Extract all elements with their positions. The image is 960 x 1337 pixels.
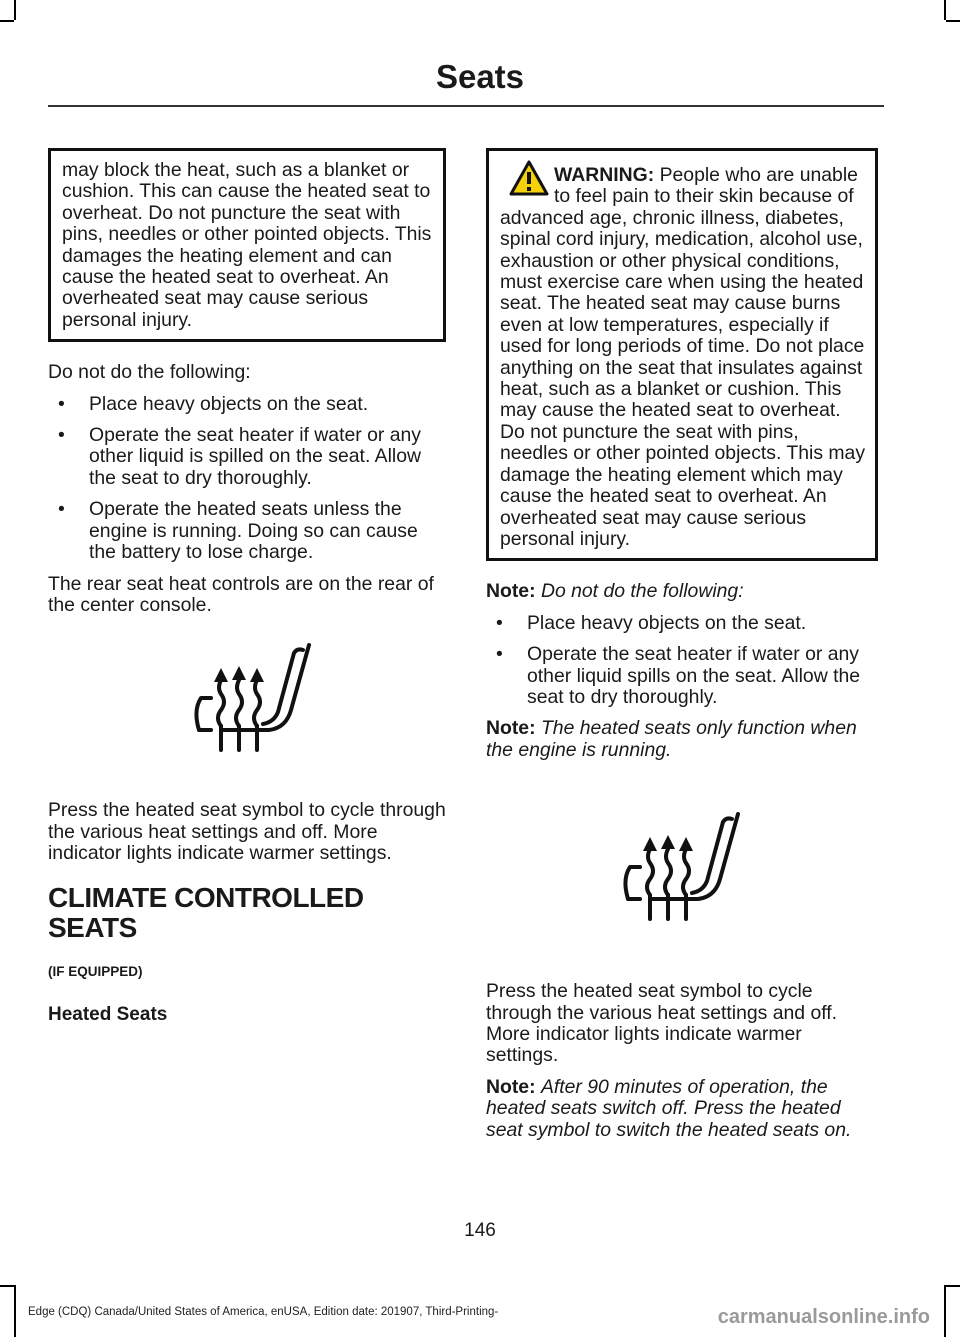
- heated-seat-figure: [48, 626, 446, 800]
- crop-mark: [0, 20, 14, 22]
- warning-text: People who are unable to feel pain to their skin because of advanced age, chronic illness, diabetes, spinal cord injury, medication, alcohol use, exhaustion or other physical conditions, must exercise care when using the heated seat. The heated seat may cause burns even at low temperatures, especially if used for long periods of time. Do not place anything on the seat that insulates against heat, such as a blanket or cushion. This may cause the heated seat to overheat. Do not puncture the seat with pins, needles or other pointed objects. This may damage the heating element which may cause the heated seat to overheat. An overheated seat may cause serious personal injury.: [500, 164, 866, 550]
- bullet: •: [496, 643, 503, 666]
- crop-mark: [944, 1285, 946, 1337]
- list-item: • Operate the seat heater if water or any other liquid is spilled on the seat. Allow the seat to dry thoroughly.: [58, 424, 421, 489]
- bullet: •: [58, 498, 65, 521]
- section-heading: CLIMATE CONTROLLED SEATS: [48, 881, 364, 943]
- warning-continued-text: may block the heat, such as a blanket or cushion. This can cause the heated seat to overheat. Do not puncture the seat with pins, needles or other pointed objects. This damages the heating element and can cause the heated seat to overheat. An overheated seat may cause serious personal injury.: [62, 159, 432, 331]
- note-auto-off: Note: After 90 minutes of operation, the heated seats switch off. Press the heated seat symbol to switch the heated seats on.: [486, 1075, 852, 1141]
- bullet: •: [58, 392, 65, 415]
- rear-controls-text: The rear seat heat controls are on the rear of the center console.: [48, 572, 434, 616]
- bullet: •: [58, 424, 65, 447]
- crop-mark: [944, 0, 946, 20]
- do-not-list-right: [486, 613, 878, 709]
- list-item: • Operate the seat heater if water or any other liquid spills on the seat. Allow the seat to dry thoroughly.: [496, 643, 861, 708]
- page-title: Seats: [435, 58, 525, 95]
- crop-mark: [14, 1285, 16, 1337]
- warning-label: WARNING:: [554, 164, 655, 186]
- crop-mark: [14, 0, 16, 20]
- page-number: 146: [464, 1220, 496, 1241]
- bullet: •: [496, 611, 503, 634]
- note-do-not: Note: Do not do the following:: [486, 580, 744, 603]
- heated-seat-icon: [191, 640, 321, 760]
- left-column: [48, 148, 446, 1025]
- section-subheading: (IF EQUIPPED): [48, 963, 143, 979]
- crop-mark: [0, 1285, 14, 1287]
- crop-mark: [946, 1285, 960, 1287]
- warning-triangle-icon: [508, 159, 550, 197]
- press-symbol-text: Press the heated seat symbol to cycle through the various heat settings and off. More indicator lights indicate warmer settings.: [48, 799, 446, 865]
- heated-seat-figure-right: [486, 771, 878, 981]
- crop-mark: [946, 20, 960, 22]
- list-item: • Operate the heated seats unless the engine is running. Doing so can cause the battery to lose charge.: [58, 498, 418, 564]
- note-engine: Note: The heated seats only function when the engine is running.: [486, 717, 857, 761]
- list-item: • Place heavy objects on the seat.: [58, 392, 369, 415]
- do-not-intro: Do not do the following:: [48, 361, 251, 384]
- do-not-list: [48, 394, 446, 564]
- list-item: • Place heavy objects on the seat.: [496, 611, 807, 634]
- press-symbol-text-right: Press the heated seat symbol to cycle through the various heat settings and off. More indicator lights indicate warmer settings.: [486, 980, 838, 1067]
- footer-edition: Edge (CDQ) Canada/United States of America, enUSA, Edition date: 201907, Third-Printing-: [28, 1306, 499, 1318]
- right-column: [486, 148, 878, 1151]
- warning-box: [486, 148, 878, 561]
- header-rule: [48, 105, 884, 107]
- heated-seats-heading: Heated Seats: [48, 1003, 168, 1025]
- heated-seat-icon: [620, 809, 750, 929]
- watermark: carmanualsonline.info: [717, 1306, 930, 1328]
- warning-box-continued: [48, 148, 446, 342]
